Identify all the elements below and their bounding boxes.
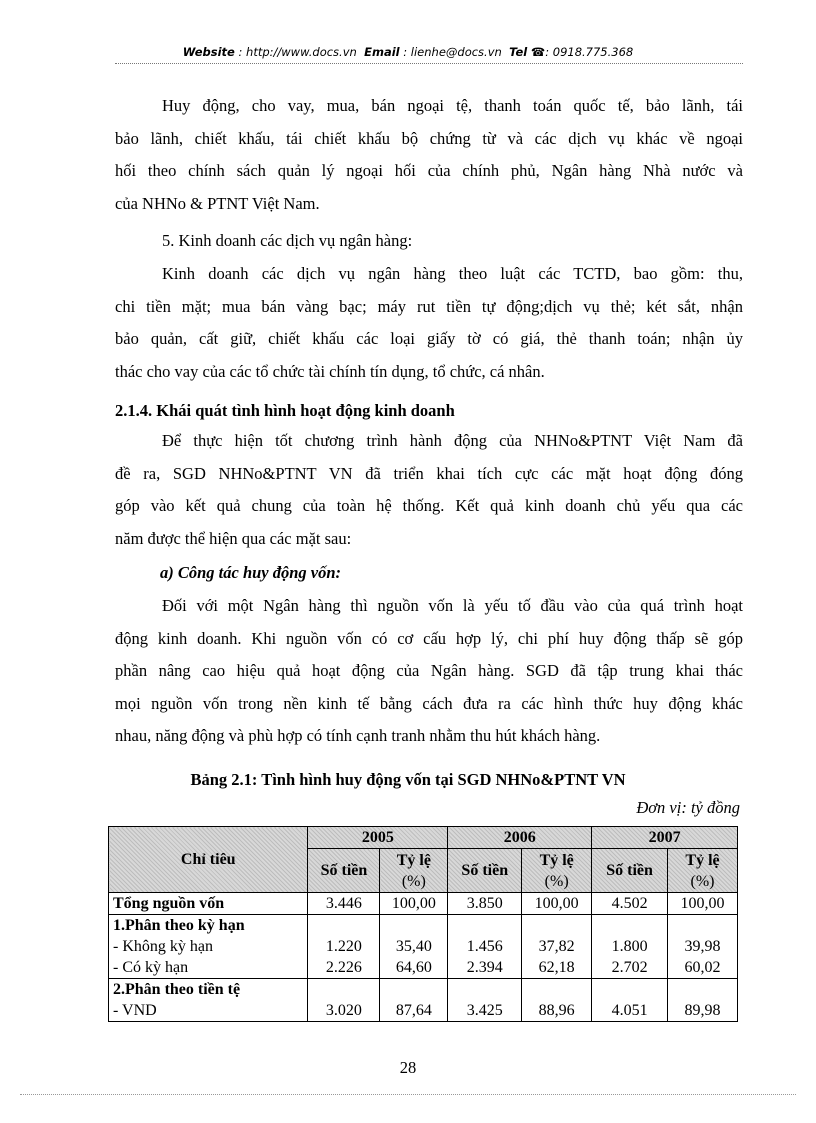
paragraph-capital-mobilization: [115, 590, 743, 753]
footer-divider: [20, 1094, 796, 1095]
text-line: Kinh doanh các dịch vụ ngân hàng theo luật các TCTD, bao gồm: thu,: [162, 264, 743, 283]
cell-value: [668, 979, 738, 1022]
cell-value: 39,98: [684, 938, 721, 955]
cell-value: [308, 979, 380, 1022]
cell-value: 3.446: [308, 893, 380, 915]
cell-value: 4.502: [592, 893, 668, 915]
cell-value: [668, 915, 738, 979]
text-line: của NHNo & PTNT Việt Nam.: [115, 193, 320, 213]
phone-icon: ☎: [530, 45, 546, 59]
cell-value: 1.800: [611, 938, 648, 955]
cell-value: 3.020: [325, 1002, 362, 1019]
paragraph-banking-services: [115, 258, 743, 388]
cell-value: [592, 979, 668, 1022]
cell-value: 4.051: [611, 1002, 648, 1019]
text-line: động kinh doanh. Khi nguồn vốn có cơ cấu hợp lý, chi phí huy động thấp sẽ góp: [115, 628, 743, 648]
website-label: Website: [182, 45, 235, 59]
cell-value: 88,96: [538, 1002, 575, 1019]
group-label: 1.Phân theo kỳ hạn: [113, 917, 245, 934]
table-row-group2: [109, 979, 738, 1022]
text-line: Đối với một Ngân hàng thì nguồn vốn là yếu tố đầu vào của quá trình hoạt: [162, 596, 743, 615]
unit-label: Đơn vị: tỷ đồng: [636, 798, 740, 817]
text-line: bảo quản, cất giữ, chiết khấu các loại giấy tờ có giá, thẻ thanh toán; nhận ủy: [115, 329, 743, 348]
text-line: năm được thể hiện qua các mặt sau:: [115, 528, 352, 548]
paragraph-foreign-exchange: [115, 90, 743, 220]
header-ratio-unit: (%): [690, 872, 715, 890]
header-indicator: Chỉ tiêu: [109, 827, 308, 893]
text-line: bảo lãnh, chiết khấu, tái chiết khấu bộ chứng từ và các dịch vụ khác về ngoại: [115, 128, 743, 148]
header-ratio: [380, 849, 448, 893]
text-line: 5. Kinh doanh các dịch vụ ngân hàng:: [162, 231, 413, 250]
cell-value: 87,64: [395, 1002, 432, 1019]
text-line: mọi nguồn vốn trong nền kinh tế bằng cách đưa ra các hình thức huy động khác: [115, 693, 743, 713]
row-label: Tổng nguồn vốn: [109, 893, 308, 915]
row-label: [109, 979, 308, 1022]
capital-table: [108, 826, 738, 1022]
text-line: hối theo chính sách quản lý ngoại hối của chính phủ, Ngân hàng Nhà nước và: [115, 161, 743, 180]
sub-row-label: - VND: [113, 1002, 157, 1019]
header-year: 2005: [308, 827, 448, 849]
cell-value: 100,00: [668, 893, 738, 915]
email-label: Email: [364, 45, 400, 59]
cell-value: 2.394: [466, 959, 503, 976]
header-amount: Số tiền: [592, 849, 668, 893]
list-item-5: [115, 225, 743, 258]
cell-value: 37,82: [538, 938, 575, 955]
cell-value: [308, 915, 380, 979]
section-heading: 2.1.4. Khái quát tình hình hoạt động kinh doanh: [115, 401, 455, 420]
text-line: Huy động, cho vay, mua, bán ngoại tệ, thanh toán quốc tế, bảo lãnh, tái: [162, 96, 743, 115]
email-value[interactable]: : lienhe@docs.vn: [403, 45, 502, 59]
table-row-total: [109, 893, 738, 915]
website-value[interactable]: : http://www.docs.vn: [238, 45, 357, 59]
cell-value: [522, 979, 592, 1022]
text-line: chi tiền mặt; mua bán vàng bạc; máy rut tiền tự động;dịch vụ thẻ; két sắt, nhận: [115, 296, 743, 316]
cell-value: 35,40: [395, 938, 432, 955]
sub-row-label: - Có kỳ hạn: [113, 959, 189, 976]
cell-value: 100,00: [522, 893, 592, 915]
header-ratio-label: Tỷ lệ: [685, 851, 720, 869]
header-ratio: [668, 849, 738, 893]
cell-value: 60,02: [684, 959, 721, 976]
cell-value: 2.702: [611, 959, 648, 976]
text-line: phần nâng cao hiệu quả hoạt động của Ngân hàng. SGD đã tập trung khai thác: [115, 661, 743, 680]
text-line: nhau, năng động và phù hợp có tính cạnh tranh nhằm thu hút khách hàng.: [115, 726, 601, 745]
table-row-group1: [109, 915, 738, 979]
header-ratio-label: Tỷ lệ: [539, 851, 574, 869]
cell-value: 62,18: [538, 959, 575, 976]
header-amount: Số tiền: [308, 849, 380, 893]
tel-value: : 0918.775.368: [545, 45, 634, 59]
page-number: 28: [399, 1058, 417, 1077]
cell-value: 1.456: [466, 938, 503, 955]
tel-label: Tel: [509, 45, 528, 59]
row-label: [109, 915, 308, 979]
page-header: [0, 45, 816, 59]
cell-value: 64,60: [395, 959, 432, 976]
table-caption: Bảng 2.1: Tình hình huy động vốn tại SGD NHNo&PTNT VN: [190, 770, 626, 789]
cell-value: 2.226: [325, 959, 362, 976]
cell-value: [380, 915, 448, 979]
header-year: 2007: [592, 827, 738, 849]
paragraph-overview: [115, 425, 743, 555]
header-ratio: [522, 849, 592, 893]
cell-value: 100,00: [380, 893, 448, 915]
header-divider: [115, 63, 743, 64]
header-ratio-unit: (%): [401, 872, 426, 890]
header-year: 2006: [448, 827, 592, 849]
cell-value: [592, 915, 668, 979]
cell-value: 3.850: [448, 893, 522, 915]
cell-value: [448, 915, 522, 979]
cell-value: 3.425: [466, 1002, 503, 1019]
header-ratio-label: Tỷ lệ: [396, 851, 431, 869]
header-amount: Số tiền: [448, 849, 522, 893]
text-line: góp vào kết quả chung của toàn hệ thống. Kết quả kinh doanh chủ yếu qua các: [115, 496, 743, 515]
group-label: 2.Phân theo tiền tệ: [113, 981, 241, 998]
text-line: thác cho vay của các tổ chức tài chính tín dụng, tổ chức, cá nhân.: [115, 361, 545, 381]
cell-value: 89,98: [684, 1002, 721, 1019]
cell-value: 1.220: [325, 938, 362, 955]
header-ratio-unit: (%): [544, 872, 569, 890]
subsection-heading: a) Công tác huy động vốn:: [160, 563, 342, 582]
text-line: Để thực hiện tốt chương trình hành động của NHNo&PTNT Việt Nam đã: [162, 431, 743, 450]
cell-value: [380, 979, 448, 1022]
text-line: đề ra, SGD NHNo&PTNT VN đã triển khai tích cực các mặt hoạt động đóng: [115, 463, 743, 483]
cell-value: [448, 979, 522, 1022]
cell-value: [522, 915, 592, 979]
sub-row-label: - Không kỳ hạn: [113, 938, 213, 955]
